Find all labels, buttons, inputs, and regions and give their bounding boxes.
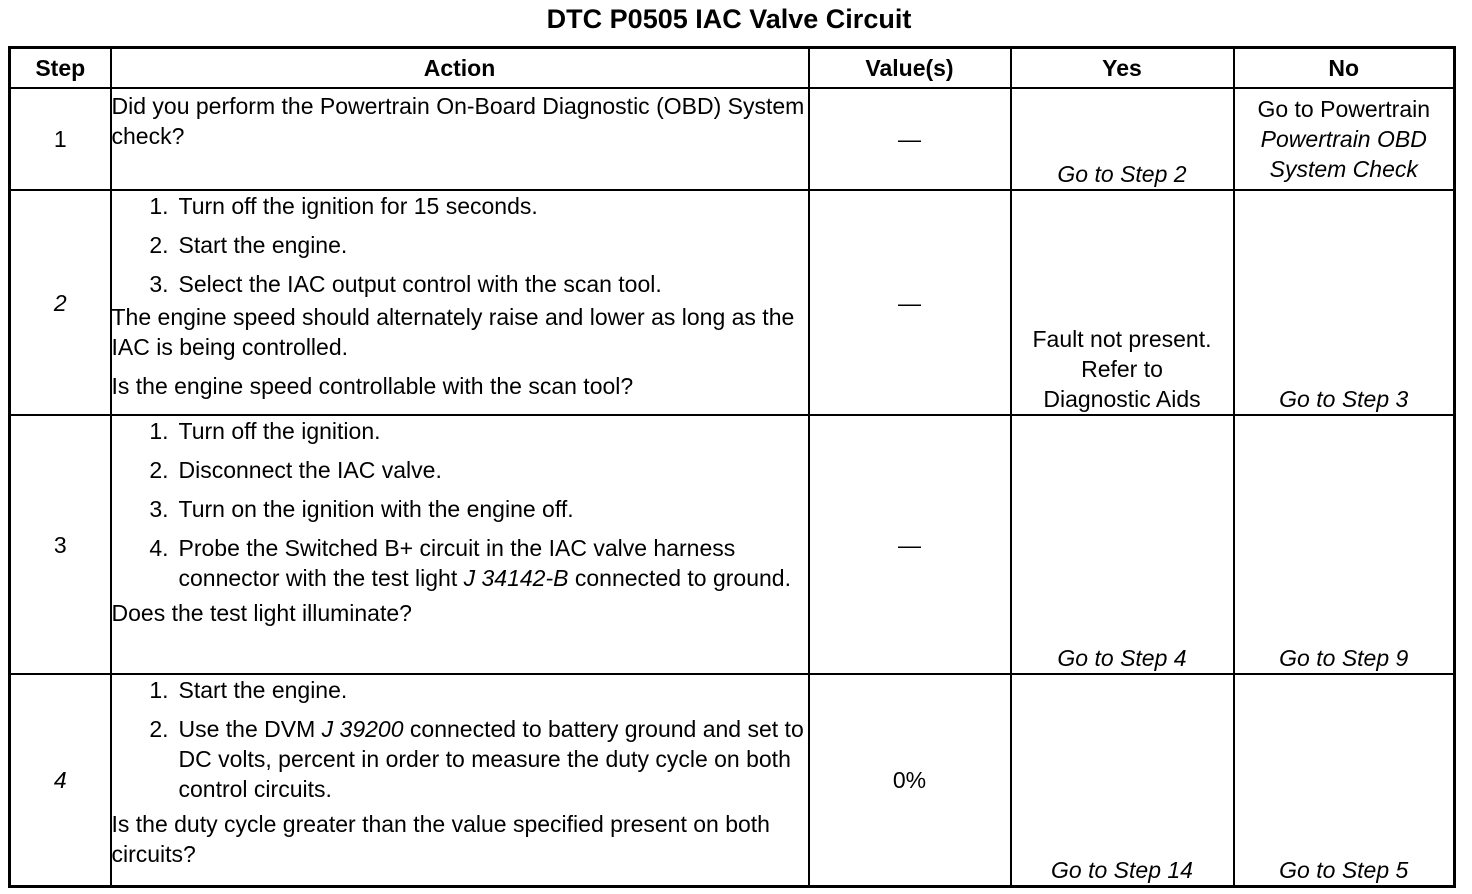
list-item: 2. Disconnect the IAC valve. (149, 457, 442, 484)
step-number: 2 (10, 190, 111, 415)
no-text: Go to Step 3 (1279, 386, 1409, 413)
action-question: Is the duty cycle greater than the value specified present on both circuits? (111, 811, 770, 868)
list-item: 2. Start the engine. (149, 232, 348, 259)
step-number: 1 (10, 88, 111, 190)
no-cell (1234, 190, 1455, 415)
no-cell (1234, 88, 1455, 190)
no-cell (1234, 415, 1455, 674)
table-header-row (10, 48, 1455, 89)
yes-text: Go to Step 2 (1057, 161, 1187, 188)
table-row (10, 415, 1455, 674)
list-item: 1. Turn off the ignition for 15 seconds. (149, 193, 538, 220)
yes-cell (1011, 674, 1234, 886)
header-step: Step (10, 48, 111, 89)
step-number: 4 (10, 674, 111, 886)
value-text: 0% (892, 767, 927, 794)
tool-reference: J 39200 (321, 716, 404, 743)
step-number: 3 (10, 415, 111, 674)
yes-text: Go to Step 14 (1051, 857, 1193, 883)
header-yes: Yes (1011, 48, 1234, 89)
no-text-line1: Go to Powertrain (1257, 96, 1431, 122)
list-item: 3. Select the IAC output control with the scan tool. (149, 271, 662, 298)
action-cell (111, 190, 809, 415)
table-row (10, 190, 1455, 415)
action-question: Did you perform the Powertrain On-Board Diagnostic (OBD) System check? (111, 93, 805, 149)
value-cell (809, 415, 1011, 674)
header-action: Action (111, 48, 809, 89)
value-text: — (898, 289, 921, 316)
no-text-line2: Powertrain OBD System Check (1260, 126, 1427, 182)
action-note: The engine speed should alternately raise and lower as long as the IAC is being controlled. (111, 304, 795, 361)
list-item: 1. Start the engine. (149, 677, 348, 704)
yes-text: Go to Step 4 (1057, 645, 1187, 672)
action-steps-list (112, 675, 808, 804)
value-cell (809, 674, 1011, 886)
list-item: 3. Turn on the ignition with the engine off. (149, 496, 574, 523)
value-text: — (898, 126, 921, 153)
tool-reference: J 34142-B (463, 565, 569, 592)
action-cell (111, 674, 809, 886)
table-row (10, 674, 1455, 886)
action-cell (111, 88, 809, 190)
no-cell (1234, 674, 1455, 886)
list-item: 4. Probe the Switched B+ circuit in the IAC valve harness connector with the test light J 34142-B connected to ground. (149, 535, 791, 592)
yes-text: Fault not present. Refer to Diagnostic Aids (1032, 326, 1212, 413)
action-steps-list (112, 191, 808, 299)
value-cell (809, 88, 1011, 190)
list-item: 1. Turn off the ignition. (149, 418, 381, 445)
action-question: Does the test light illuminate? (111, 600, 412, 627)
action-cell (111, 415, 809, 674)
list-item: 2. Use the DVM J 39200 connected to battery ground and set to DC volts, percent in order to measure the duty cycle on both control circuits. (149, 716, 804, 803)
action-question: Is the engine speed controllable with the scan tool? (111, 373, 634, 400)
yes-cell (1011, 190, 1234, 415)
page-title: DTC P0505 IAC Valve Circuit (546, 4, 912, 34)
yes-cell (1011, 415, 1234, 674)
diagnostic-table (8, 46, 1456, 888)
no-text: Go to Step 9 (1279, 645, 1409, 672)
yes-cell (1011, 88, 1234, 190)
value-cell (809, 190, 1011, 415)
value-text: — (898, 531, 921, 558)
no-text: Go to Step 5 (1279, 857, 1409, 883)
table-row (10, 88, 1455, 190)
header-no: No (1234, 48, 1455, 89)
header-values: Value(s) (809, 48, 1011, 89)
action-steps-list (112, 416, 808, 593)
